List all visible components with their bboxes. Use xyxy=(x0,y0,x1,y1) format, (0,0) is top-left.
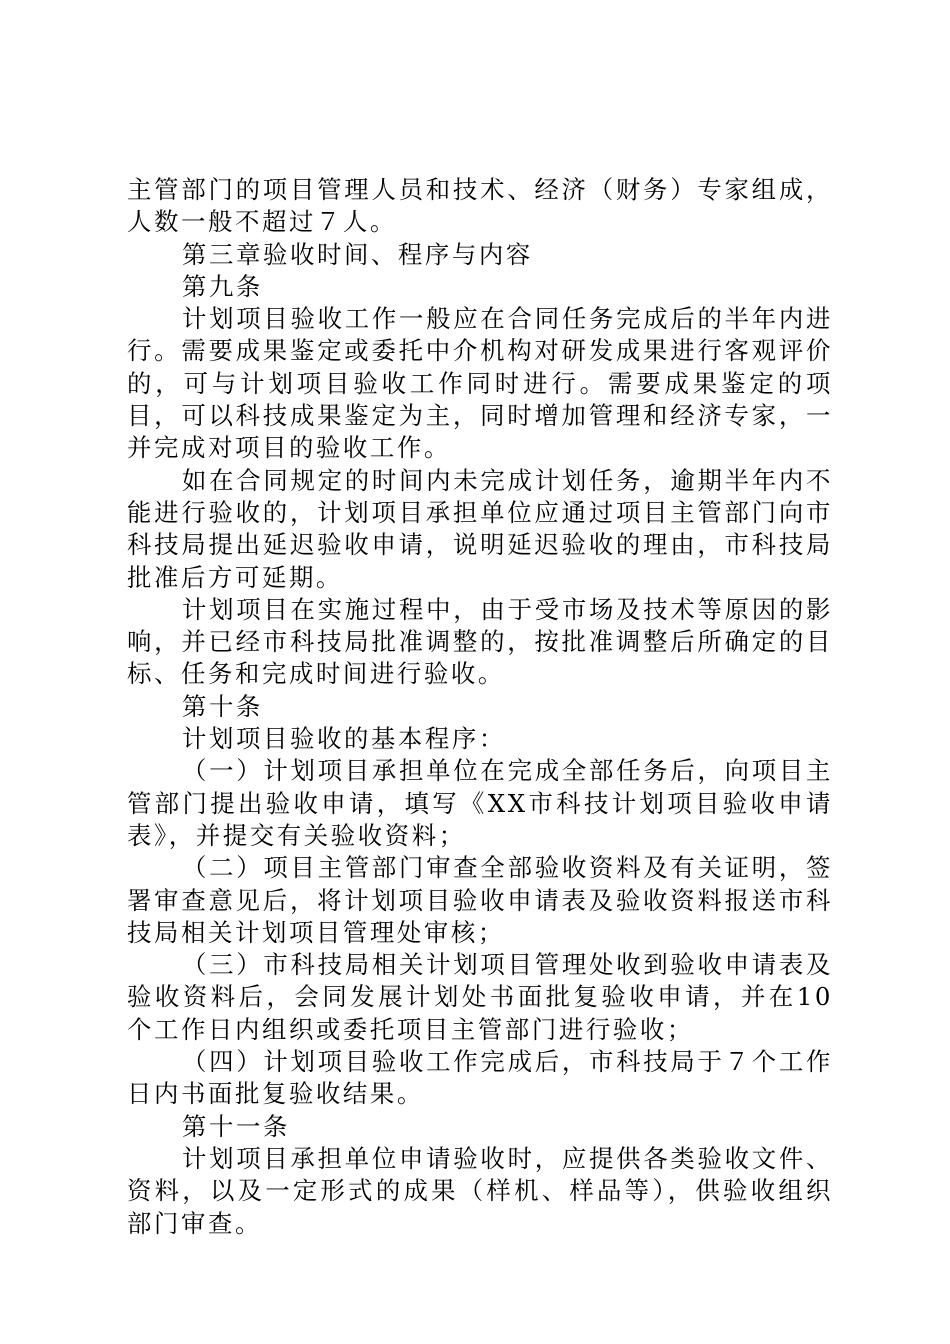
paragraph: 计划项目验收的基本程序： xyxy=(182,724,506,754)
article-heading-11: 第十一条 xyxy=(182,1111,290,1141)
article-heading-10: 第十条 xyxy=(182,691,263,721)
paragraph: 计划项目验收工作一般应在合同任务完成后的半年内进行。需要成果鉴定或委托中介机构对研发成果进行客观评价的，可与计划项目验收工作同时进行。需要成果鉴定的项目，可以科技成果鉴定为主，同时增加管理和经济专家，一并完成对项目的验收工作。 xyxy=(127,304,833,463)
procedure-step-3: （三）市科技局相关计划项目管理处收到验收申请表及验收资料后，会同发展计划处书面批复验收申请，并在10个工作日内组织或委托项目主管部门进行验收； xyxy=(127,950,833,1044)
document-page xyxy=(127,174,833,1240)
article-heading-9: 第九条 xyxy=(182,271,263,301)
procedure-step-4: （四）计划项目验收工作完成后，市科技局于７个工作日内书面批复验收结果。 xyxy=(127,1047,833,1109)
procedure-step-1: （一）计划项目承担单位在完成全部任务后，向项目主管部门提出验收申请，填写《XX市科技计划项目验收申请表》，并提交有关验收资料； xyxy=(127,756,833,850)
paragraph: 计划项目承担单位申请验收时，应提供各类验收文件、资料，以及一定形式的成果（样机、样品等），供验收组织部门审查。 xyxy=(127,1143,833,1238)
paragraph: 计划项目在实施过程中，由于受市场及技术等原因的影响，并已经市科技局批准调整的，按批准调整后所确定的目标、任务和完成时间进行验收。 xyxy=(127,594,833,689)
procedure-step-2: （二）项目主管部门审查全部验收资料及有关证明，签署审查意见后，将计划项目验收申请表及验收资料报送市科技局相关计划项目管理处审核； xyxy=(127,853,833,947)
paragraph: 如在合同规定的时间内未完成计划任务，逾期半年内不能进行验收的，计划项目承担单位应通过项目主管部门向市科技局提出延迟验收申请，说明延迟验收的理由，市科技局批准后方可延期。 xyxy=(127,465,833,592)
chapter-heading: 第三章验收时间、程序与内容 xyxy=(182,239,533,269)
paragraph-continuation: 主管部门的项目管理人员和技术、经济（财务）专家组成，人数一般不超过７人。 xyxy=(127,175,833,237)
